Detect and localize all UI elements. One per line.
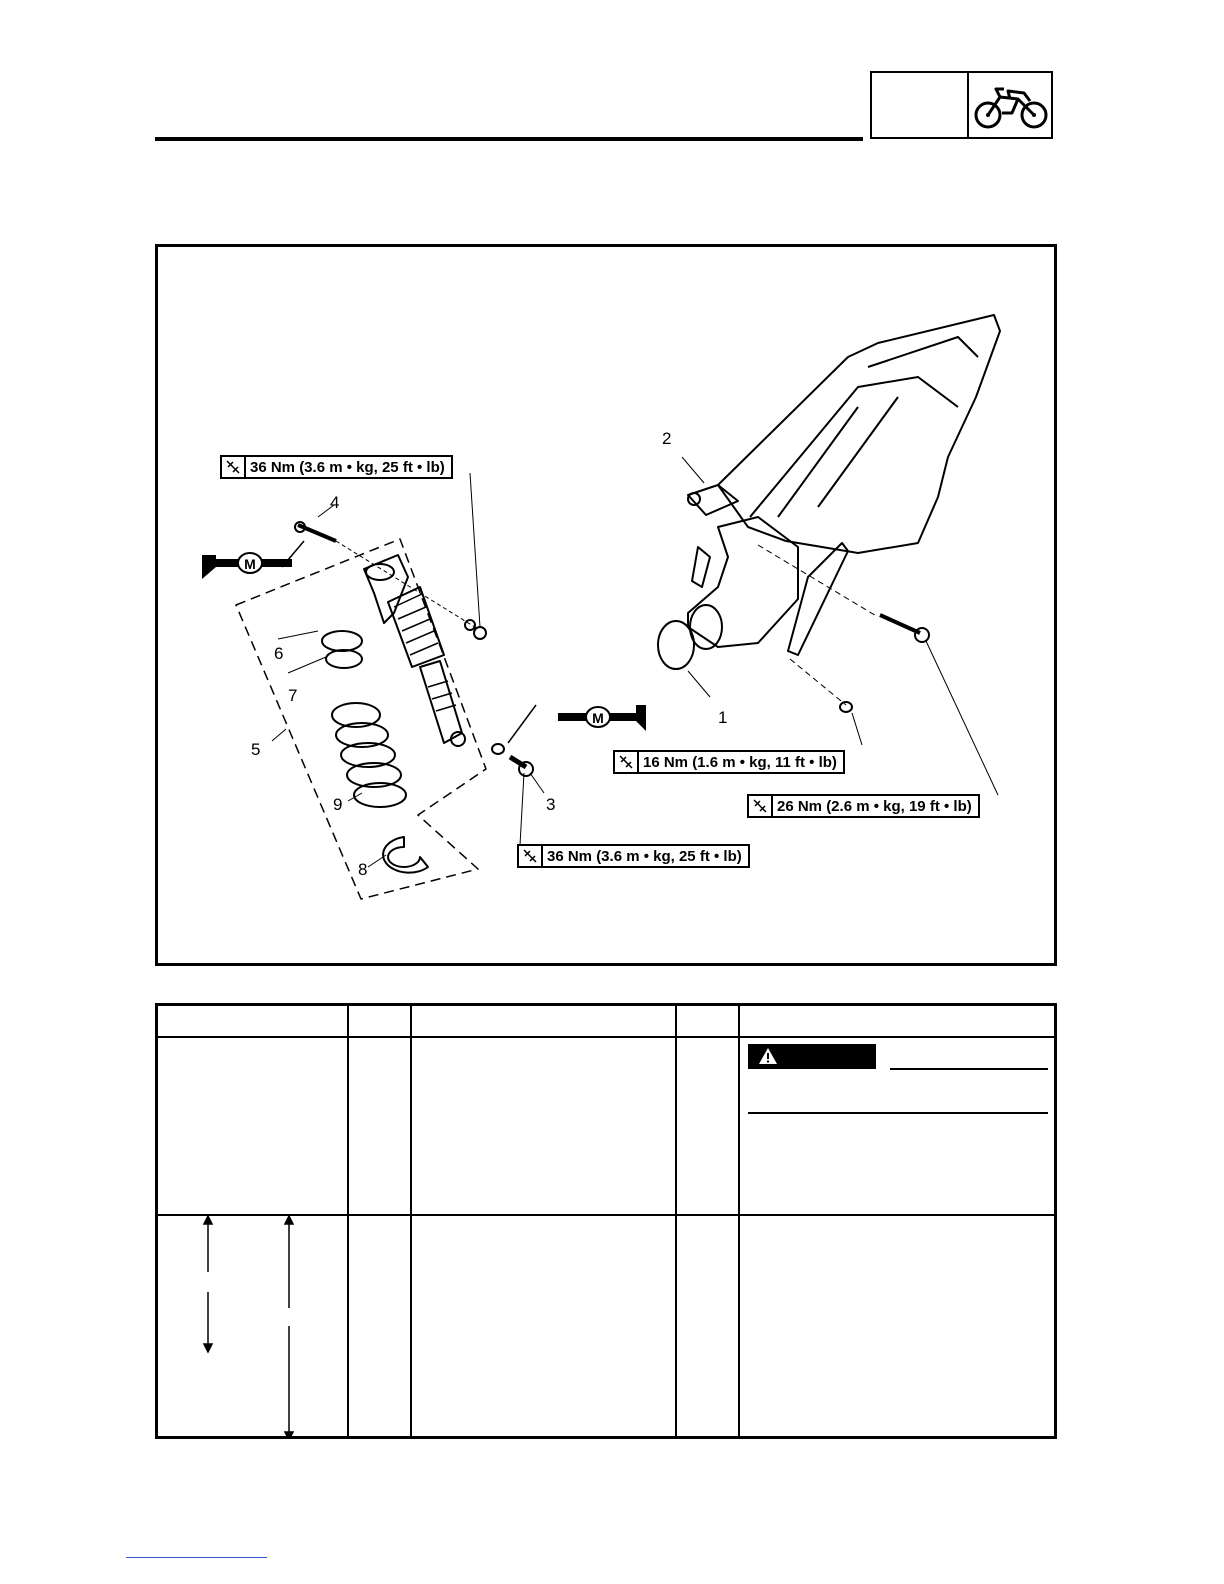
torque-value-stay-bolt: 16 Nm (1.6 m • kg, 11 ft • lb) xyxy=(643,753,837,771)
grease-symbol-right xyxy=(558,705,646,731)
table-col-rule xyxy=(675,1006,677,1436)
table-col-rule xyxy=(410,1006,412,1436)
callout-2: 2 xyxy=(662,429,672,448)
section-tab xyxy=(870,71,1053,139)
warning-rule-top xyxy=(890,1068,1048,1070)
table-col-rule xyxy=(738,1006,740,1436)
motorcycle-icon xyxy=(972,79,1050,135)
torque-value-bolt-4: 36 Nm (3.6 m • kg, 25 ft • lb) xyxy=(250,458,445,476)
header-rule xyxy=(155,137,863,141)
torque-wrench-icon xyxy=(749,796,773,816)
warning-banner xyxy=(748,1044,876,1069)
torque-wrench-icon xyxy=(615,752,639,772)
callout-6: 6 xyxy=(274,644,284,663)
parts-table xyxy=(155,1003,1057,1439)
callout-1: 1 xyxy=(718,708,728,727)
warning-rule-bottom xyxy=(748,1112,1048,1114)
section-tab-divider xyxy=(967,73,969,137)
torque-value-bolt-3: 36 Nm (3.6 m • kg, 25 ft • lb) xyxy=(547,847,742,865)
exploded-view-figure xyxy=(155,244,1057,966)
torque-value-long-bolt: 26 Nm (2.6 m • kg, 19 ft • lb) xyxy=(777,797,972,815)
table-header-rule xyxy=(158,1036,1054,1038)
grease-label-right: M xyxy=(592,710,604,726)
torque-wrench-icon xyxy=(519,846,543,866)
table-col-rule xyxy=(347,1006,349,1436)
torque-spec-bolt-4 xyxy=(220,455,453,479)
warning-triangle-icon xyxy=(758,1047,778,1065)
callout-5: 5 xyxy=(251,740,261,759)
grease-label-left: M xyxy=(244,556,256,572)
callout-4: 4 xyxy=(330,493,340,512)
callout-8: 8 xyxy=(358,860,368,879)
callout-7: 7 xyxy=(288,686,298,705)
torque-spec-stay-bolt xyxy=(613,750,845,774)
footer-link-underline[interactable] xyxy=(126,1557,267,1558)
torque-wrench-icon xyxy=(222,457,246,477)
callout-9: 9 xyxy=(333,795,343,814)
torque-spec-long-bolt xyxy=(747,794,980,818)
grease-symbol-left xyxy=(202,553,292,579)
callout-3: 3 xyxy=(546,795,556,814)
torque-spec-bolt-3 xyxy=(517,844,750,868)
order-arrows xyxy=(158,1214,347,1439)
